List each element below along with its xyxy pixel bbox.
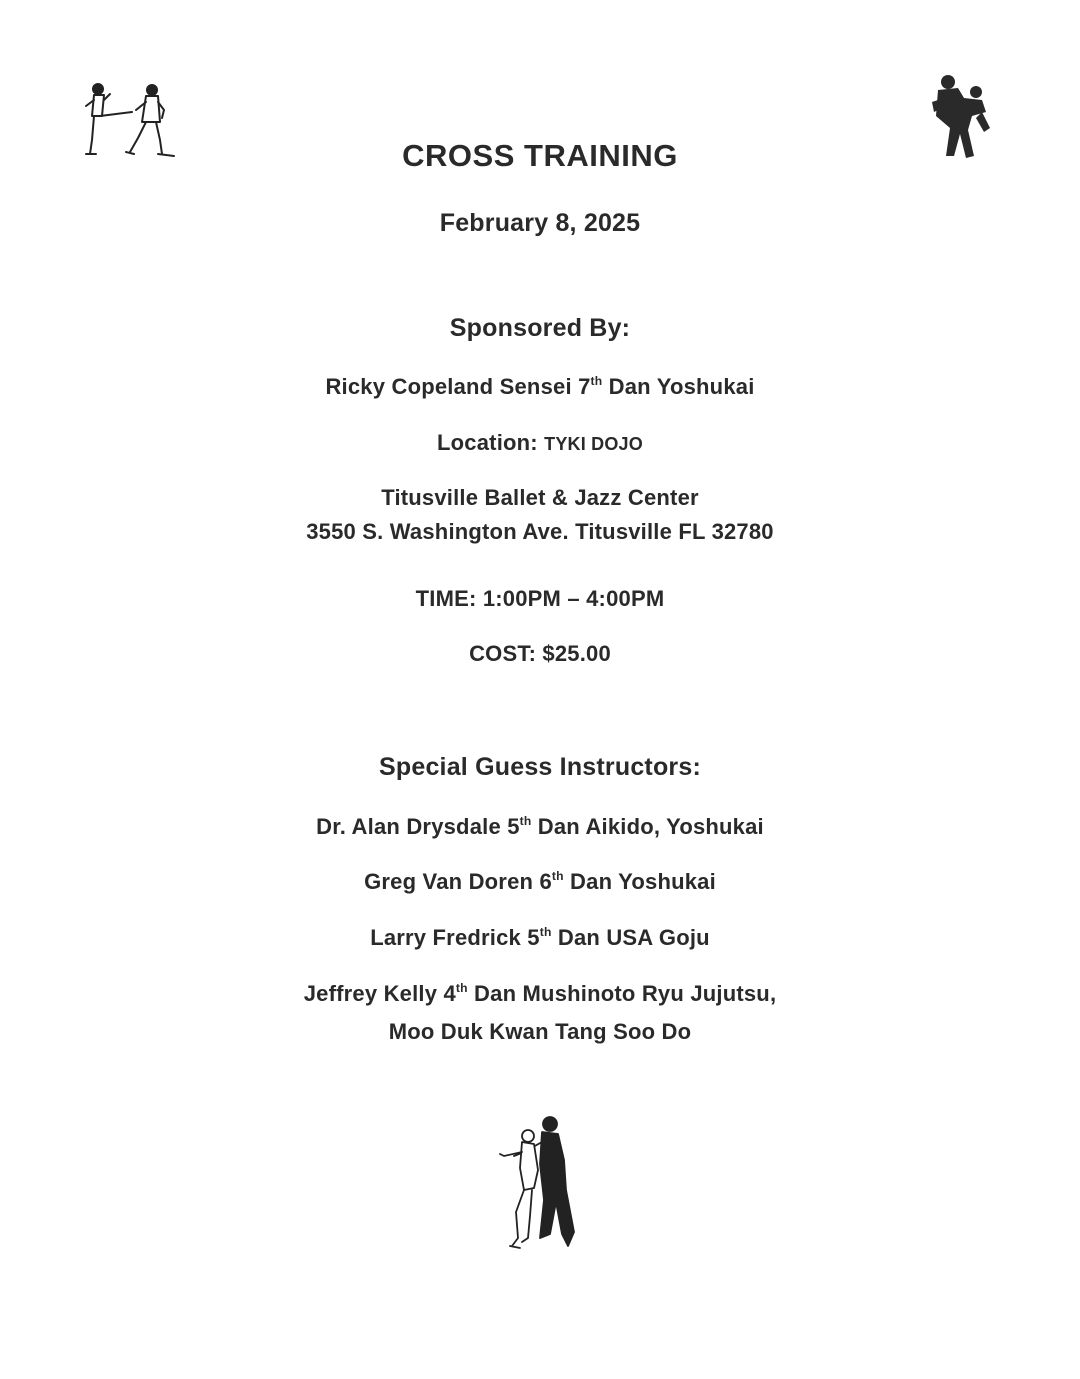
instructor-rank-suffix: th [455, 980, 468, 995]
instructor-continuation: Moo Duk Kwan Tang Soo Do [388, 1019, 692, 1044]
instructor-name: Dr. Alan Drysdale 5 [316, 814, 520, 839]
sponsor-heading: Sponsored By: [449, 314, 631, 342]
instructor-rank-suffix: th [539, 924, 552, 939]
instructors-heading: Special Guess Instructors: [379, 753, 701, 781]
event-cost: COST: $25.00 [469, 641, 611, 666]
instructor-style: Dan Mushinoto Ryu Jujutsu, [467, 981, 777, 1006]
instructor-rank-suffix: th [551, 868, 564, 883]
instructor-item [0, 814, 1080, 840]
instructor-style: Dan USA Goju [551, 925, 710, 950]
location-dojo: TYKI DOJO [544, 434, 643, 454]
instructor-style: Dan Yoshukai [563, 869, 716, 894]
sponsor-rank-suffix: th [590, 373, 603, 388]
instructor-name: Larry Fredrick 5 [370, 925, 540, 950]
event-date: February 8, 2025 [439, 209, 641, 237]
instructor-item [0, 925, 1080, 951]
page-title: CROSS TRAINING [402, 138, 678, 173]
sponsor-name [0, 374, 1080, 400]
event-time: TIME: 1:00PM – 4:00PM [415, 586, 665, 611]
instructor-item [0, 981, 1080, 1007]
instructor-style: Dan Aikido, Yoshukai [531, 814, 764, 839]
location-line [0, 430, 1080, 456]
self-defense-pair-icon [494, 1112, 586, 1254]
venue-address: 3550 S. Washington Ave. Titusville FL 32780 [306, 519, 774, 544]
location-label: Location: [437, 430, 545, 455]
instructor-rank-suffix: th [519, 813, 532, 828]
sponsor-name-text: Ricky Copeland Sensei 7 [325, 374, 591, 399]
sponsor-name-style: Dan Yoshukai [602, 374, 755, 399]
instructor-name: Greg Van Doren 6 [364, 869, 552, 894]
venue-name: Titusville Ballet & Jazz Center [381, 485, 699, 510]
instructor-item [0, 869, 1080, 895]
instructor-name: Jeffrey Kelly 4 [303, 981, 456, 1006]
